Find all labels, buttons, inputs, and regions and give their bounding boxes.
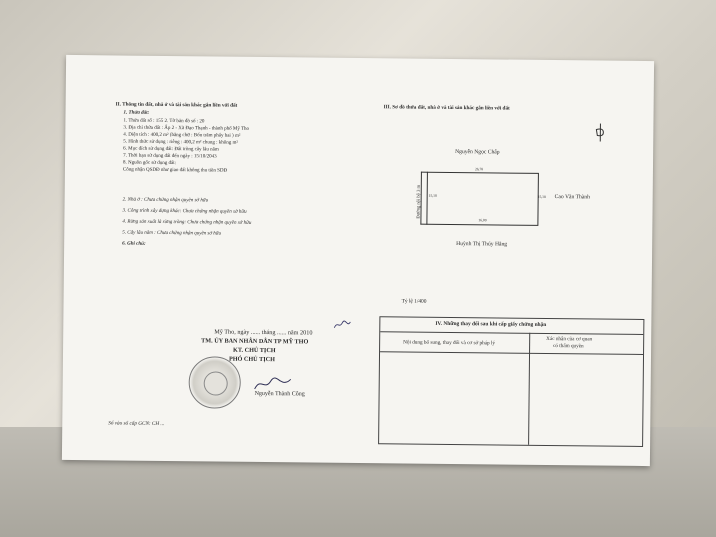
land-line: 7. Thời hạn sử dụng đất đến ngày : 15/10/2043 xyxy=(123,153,217,160)
initial-signature xyxy=(333,320,351,330)
signer-name: Nguyễn Thành Công xyxy=(254,390,305,398)
land-line: Công nhận QSDĐ như giao đất không thu tiền SDĐ xyxy=(122,167,228,174)
north-arrow-icon xyxy=(593,123,607,141)
neighbor-top: Nguyễn Ngọc Chấp xyxy=(455,149,500,156)
column-divider xyxy=(528,333,530,445)
land-line: 3. Địa chỉ thửa đất : Ấp 2 - Xã Đạo Thạnh - thành phố Mỹ Tho xyxy=(123,125,250,132)
dim-bottom: 16,00 xyxy=(478,218,487,223)
changes-title: IV. Những thay đổi sau khi cấp giấy chứng nhận xyxy=(435,320,547,328)
land-line: 5. Hình thức sử dụng : riêng : 400,2 m² chung : không m² xyxy=(123,139,238,146)
changes-col2-line2: có thẩm quyền xyxy=(553,343,584,350)
changes-col1: Nội dung bổ sung, thay đổi và cơ sở pháp lý xyxy=(403,339,495,347)
position-title: PHÓ CHỦ TỊCH xyxy=(228,355,275,364)
item-line: 5. Cây lâu năm : Chưa chứng nhận quyền sở hữu xyxy=(122,230,222,237)
kt-line: KT. CHỦ TỊCH xyxy=(233,346,276,355)
changes-col2-line1: Xác nhận của cơ quan xyxy=(546,335,593,343)
neighbor-right: Cao Văn Thành xyxy=(554,194,590,201)
land-line: 1. Thửa đất số : 155 2. Tờ bản đồ số : 20 xyxy=(123,118,205,125)
date-line: Mỹ Tho, ngày ...... tháng ...... năm 2010 xyxy=(214,328,313,337)
land-heading: 1. Thửa đất: xyxy=(123,110,150,116)
item-line: 6. Ghi chú: xyxy=(122,241,146,247)
scale: Tỷ lệ 1/400 xyxy=(401,298,427,305)
official-seal-icon xyxy=(188,356,241,409)
item-line: 2. Nhà ở : Chưa chứng nhận quyền sở hữu xyxy=(122,197,209,204)
land-certificate-page xyxy=(62,55,654,466)
section-3-title: III. Sơ đồ thửa đất, nhà ở và tài sản khác gắn liền với đất xyxy=(383,104,510,112)
cert-number: Số vào sổ cấp GCN: CH ... xyxy=(108,420,165,427)
land-line: 4. Diện tích : 400,2 m² (bằng chữ : Bốn trăm phẩy hai ) m² xyxy=(123,132,241,139)
neighbor-bottom: Huỳnh Thị Thúy Hằng xyxy=(456,241,508,248)
item-line: 4. Rừng sản xuất là rừng trồng: Chưa chứng nhận quyền sở hữu xyxy=(122,219,252,226)
changes-table xyxy=(378,316,644,447)
section-2-title: II. Thông tin đất, nhà ở và tài sản khác gắn liền với đất xyxy=(115,101,238,109)
land-line: 8. Nguồn gốc sử dụng đất: xyxy=(122,160,177,167)
dim-left: 15,18 xyxy=(428,193,437,198)
dim-top: 26,78 xyxy=(474,167,484,172)
dim-right: 15,18 xyxy=(537,194,546,199)
land-line: 6. Mục đích sử dụng đất: Đất trồng cây lâu năm xyxy=(123,146,219,153)
item-line: 3. Công trình xây dựng khác: Chưa chứng nhận quyền sở hữu xyxy=(122,208,247,215)
road-label: Đường nội bộ 3 m xyxy=(415,184,421,219)
authority: TM. ỦY BAN NHÂN DÂN TP MỸ THO xyxy=(201,337,309,346)
